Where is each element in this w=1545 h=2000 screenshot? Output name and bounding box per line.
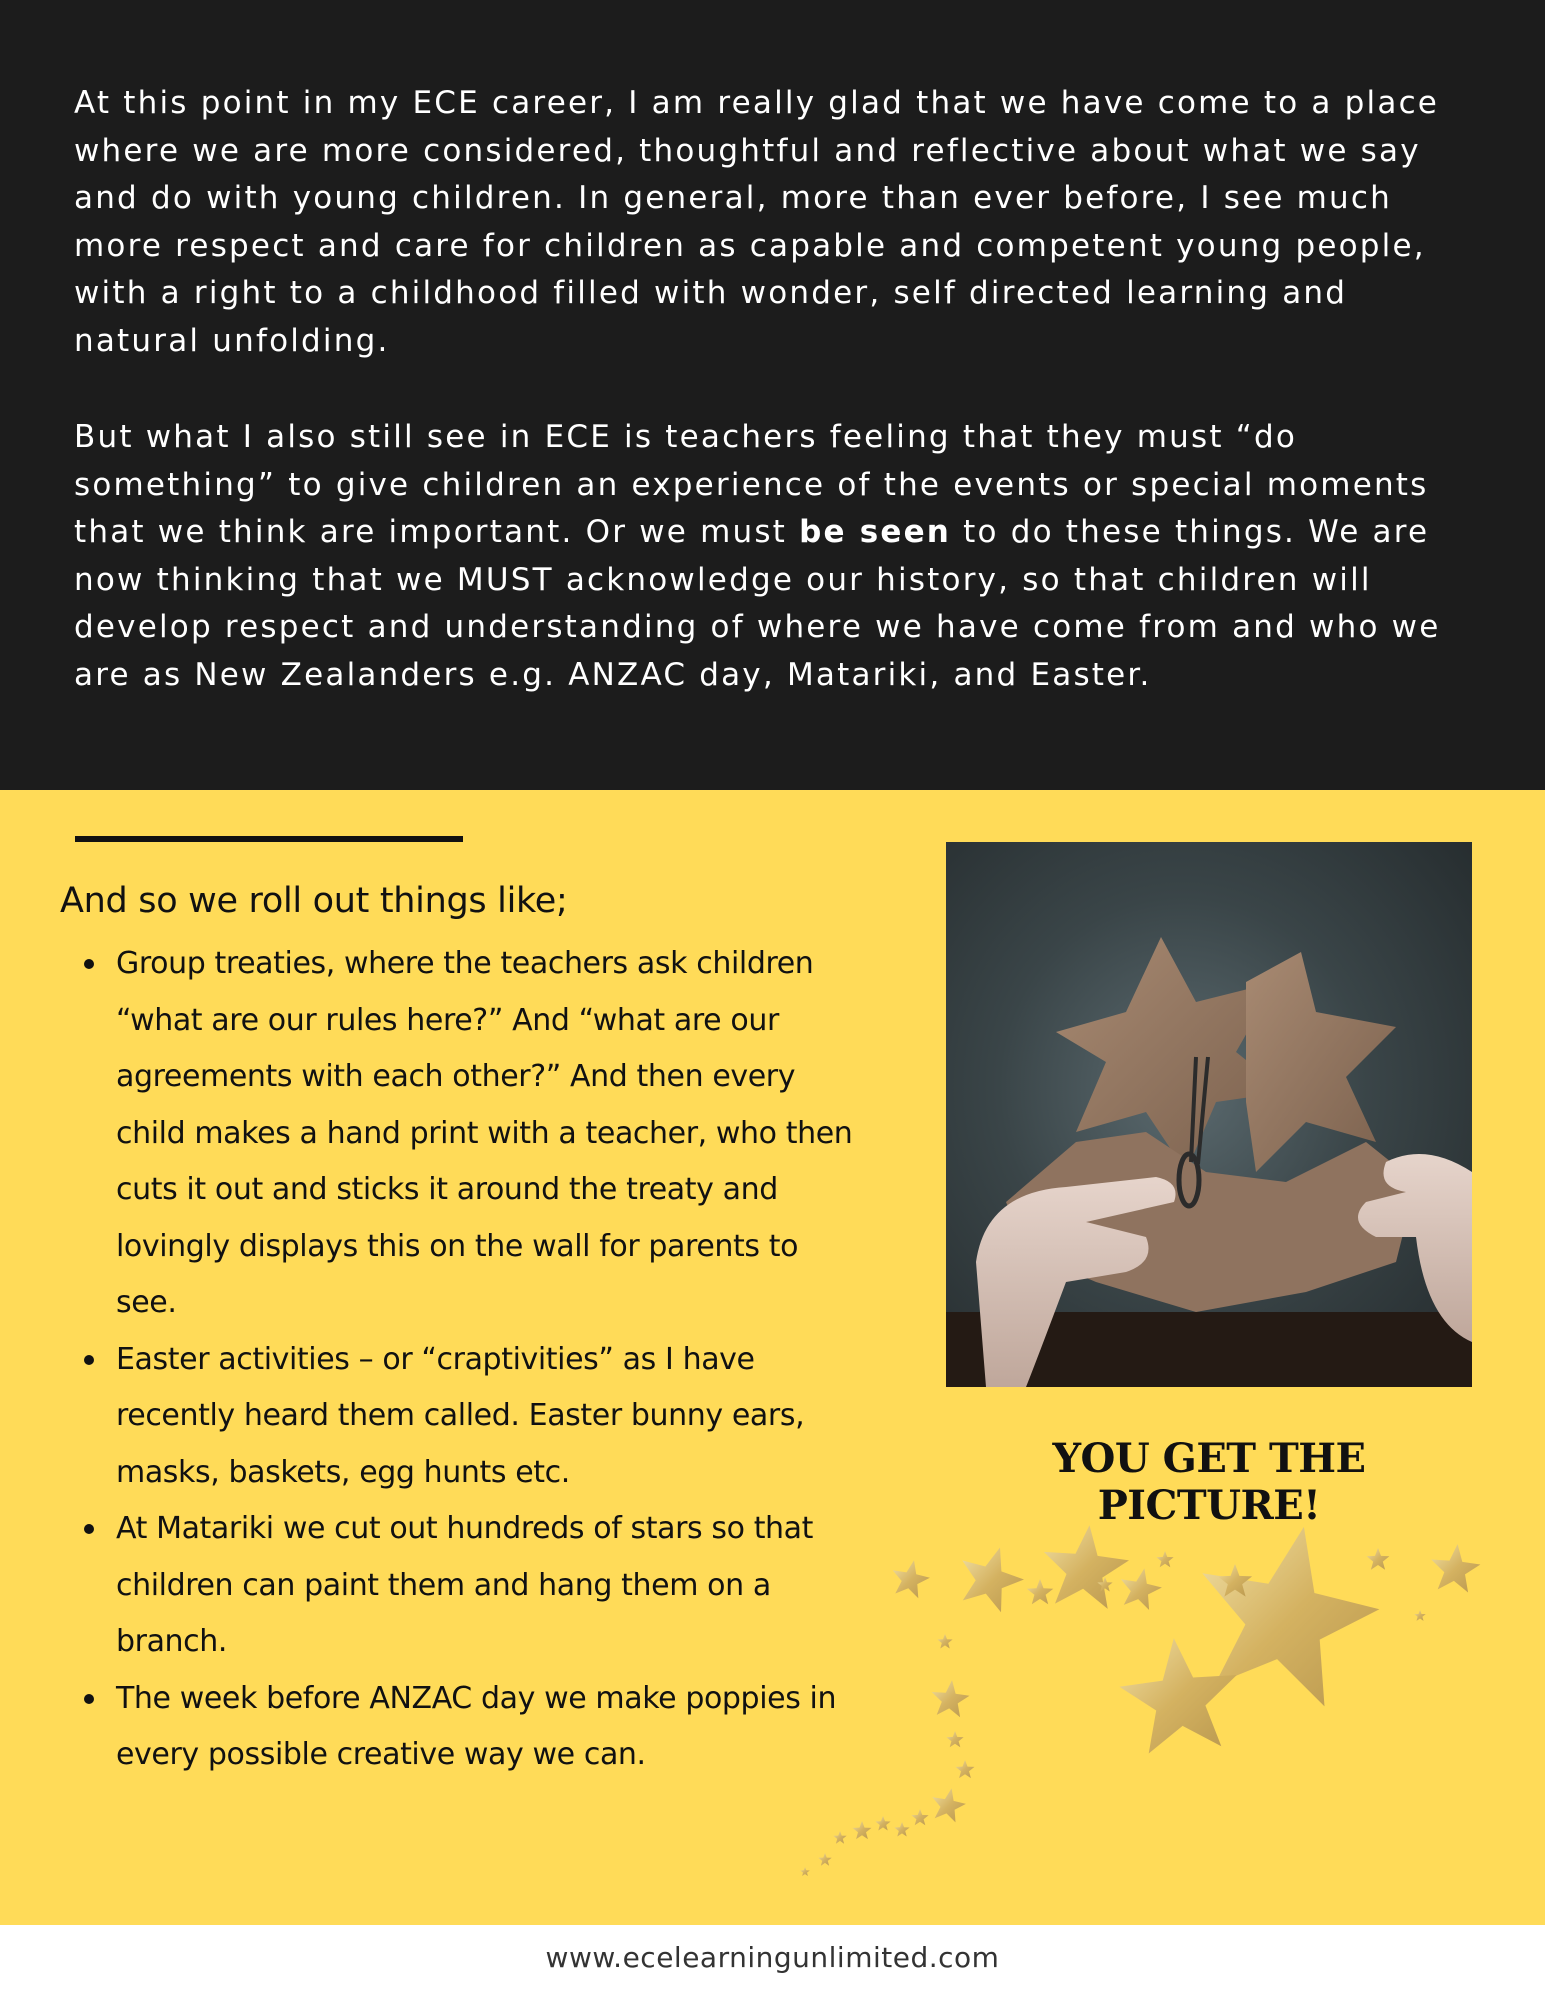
photo-illustration bbox=[946, 842, 1472, 1387]
gold-star-icon bbox=[911, 1809, 928, 1825]
tagline: YOU GET THE PICTURE! bbox=[1052, 1435, 1366, 1529]
list-item-text: Easter activities – or “craptivities” as I have recently heard them called. Easter bunny ears, masks, baskets, egg hunts etc. bbox=[116, 1341, 805, 1490]
hands-cutting-paper-stars-photo bbox=[946, 842, 1472, 1387]
gold-star-icon bbox=[1431, 1544, 1480, 1592]
paragraph-2-text-start: But what I also still see in ECE is teachers feeling that they must “do something” to give children an experience of the events or special moments that we think are important. Or we must bbox=[74, 419, 1429, 550]
gold-star-icon bbox=[800, 1867, 810, 1876]
gold-star-icon bbox=[1156, 1551, 1173, 1567]
gold-star-icon bbox=[818, 1853, 831, 1866]
footer-url: www.ecelearningunlimited.com bbox=[545, 1941, 1000, 1974]
list-item bbox=[72, 1332, 862, 1502]
gold-star-icon bbox=[932, 1788, 966, 1822]
gold-star-icon bbox=[937, 1634, 952, 1649]
gold-star-icon bbox=[932, 1680, 970, 1717]
gold-star-icon bbox=[893, 1560, 930, 1598]
paragraph-2-text-end: to do these things. We are now thinking that we MUST acknowledge our history, so that children will develop respect and understanding of where we have come from and who we are as New Zealanders e.g. ANZAC day, Matariki, and Easter. bbox=[74, 514, 1441, 693]
list-item-text: The week before ANZAC day we make poppies in every possible creative way we can. bbox=[116, 1680, 837, 1772]
gold-star-icon bbox=[853, 1821, 872, 1839]
activity-list bbox=[72, 936, 862, 1784]
bullet-icon bbox=[84, 1355, 94, 1365]
gold-star-icon bbox=[1414, 1610, 1425, 1621]
intro-section bbox=[0, 0, 1545, 790]
divider-rule bbox=[75, 836, 463, 842]
bullet-icon bbox=[84, 959, 94, 969]
paragraph-2-emphasis: be seen bbox=[799, 514, 952, 550]
list-item bbox=[72, 936, 862, 1332]
gold-star-icon bbox=[875, 1816, 890, 1831]
list-intro: And so we roll out things like; bbox=[60, 881, 568, 921]
footer bbox=[0, 1925, 1545, 2000]
gold-star-icon bbox=[894, 1822, 909, 1837]
intro-paragraph-1: At this point in my ECE career, I am really glad that we have come to a place where we are more considered, thoughtful and reflective about what we say and do with young children. In general, more than ever before, I see much more respect and care for children as capable and competent young people, with a right to a childhood filled with wonder, self directed learning and natural unfolding. bbox=[74, 85, 1440, 359]
intro-paragraph-2 bbox=[74, 414, 1474, 699]
gold-star-icon bbox=[833, 1831, 846, 1844]
gold-star-icon bbox=[1121, 1568, 1162, 1610]
gold-star-icon bbox=[946, 1731, 963, 1747]
list-item bbox=[72, 1501, 862, 1671]
gold-star-icon bbox=[1027, 1579, 1054, 1604]
list-item bbox=[72, 1671, 862, 1784]
gold-star-icon bbox=[1044, 1525, 1129, 1609]
list-section bbox=[0, 790, 1545, 1925]
gold-star-icon bbox=[1119, 1638, 1236, 1753]
list-item-text: Group treaties, where the teachers ask children “what are our rules here?” And “what are our agreements with each other?” And then every child makes a hand print with a teacher, who then cuts it out and sticks it around the treaty and lovingly displays this on the wall for parents to see. bbox=[116, 946, 853, 1320]
list-item-text: At Matariki we cut out hundreds of stars so that children can paint them and hang them on a branch. bbox=[116, 1511, 814, 1659]
gold-stars-decoration bbox=[780, 1500, 1500, 1900]
gold-star-icon bbox=[962, 1548, 1024, 1613]
bullet-icon bbox=[84, 1694, 94, 1704]
gold-star-icon bbox=[1367, 1548, 1390, 1570]
bullet-icon bbox=[84, 1524, 94, 1534]
gold-star-icon bbox=[956, 1760, 975, 1778]
